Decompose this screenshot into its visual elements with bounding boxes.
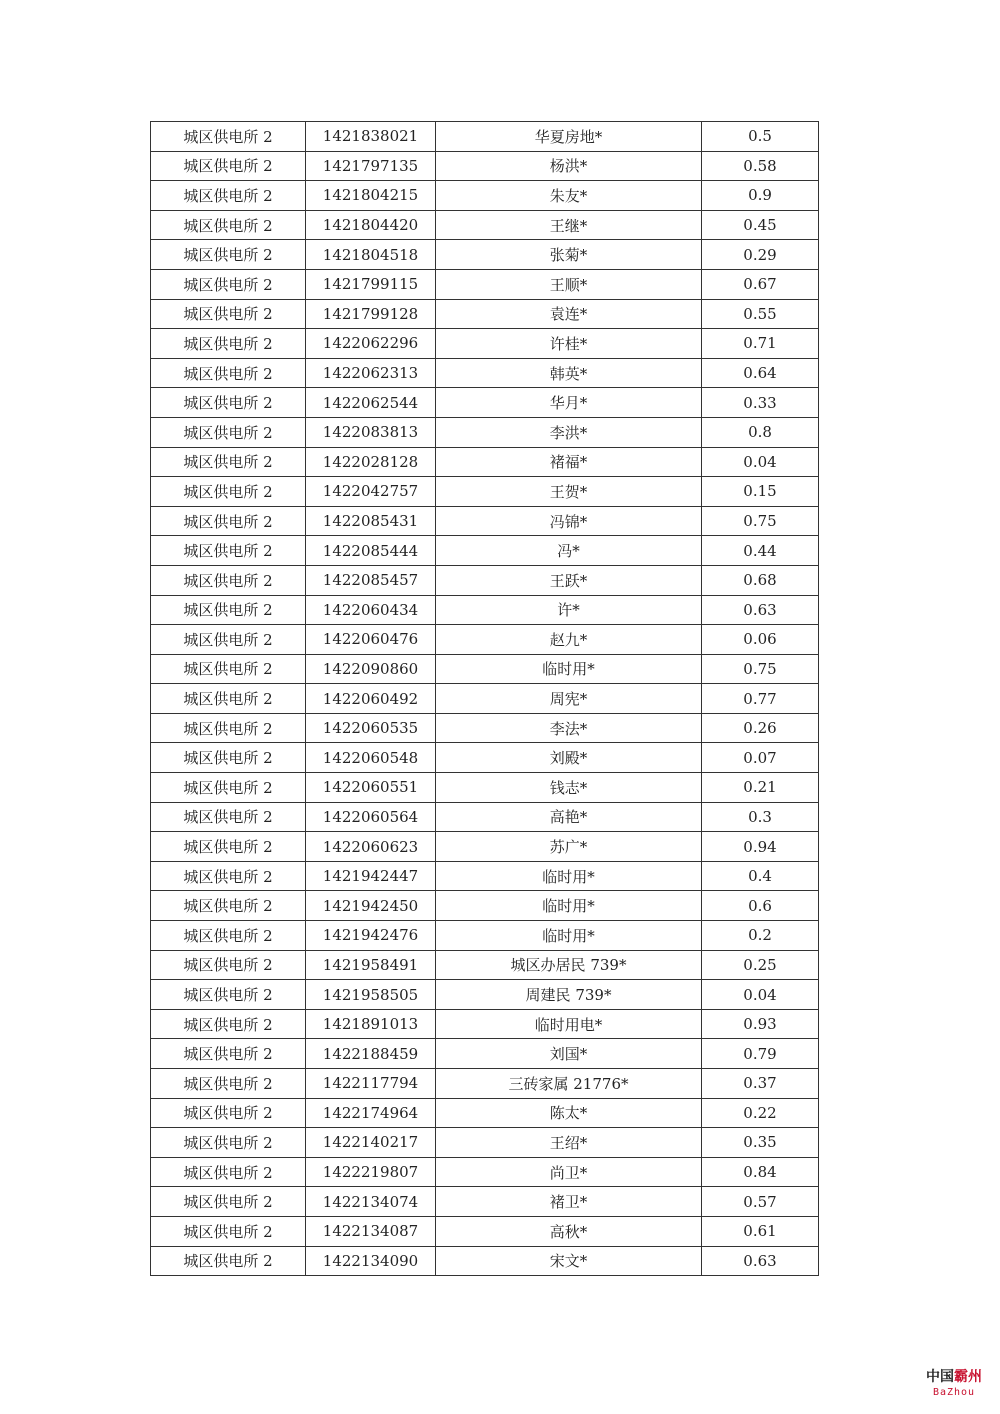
station-cell: 城区供电所 2 [151,832,306,862]
account-number-cell: 1422060623 [306,832,436,862]
table-row [151,1039,819,1069]
table-row [151,447,819,477]
customer-name-cell: 高艳* [436,802,702,832]
account-number-cell: 1422090860 [306,654,436,684]
value-cell: 0.44 [702,536,819,566]
customer-name-cell: 许* [436,595,702,625]
customer-name-cell: 刘国* [436,1039,702,1069]
table-row [151,595,819,625]
customer-name-cell: 褚卫* [436,1187,702,1217]
customer-name-cell: 许桂* [436,329,702,359]
customer-name-cell: 袁连* [436,299,702,329]
table-row [151,565,819,595]
customer-name-cell: 华夏房地* [436,122,702,152]
account-number-cell: 1422062313 [306,358,436,388]
account-number-cell: 1421891013 [306,1009,436,1039]
account-number-cell: 1422062544 [306,388,436,418]
account-number-cell: 1422083813 [306,417,436,447]
value-cell: 0.25 [702,950,819,980]
table-row [151,1009,819,1039]
table-row [151,713,819,743]
customer-name-cell: 刘殿* [436,743,702,773]
station-cell: 城区供电所 2 [151,1128,306,1158]
value-cell: 0.64 [702,358,819,388]
customer-name-cell: 王跃* [436,565,702,595]
account-number-cell: 1421799128 [306,299,436,329]
table-row [151,151,819,181]
customer-name-cell: 冯* [436,536,702,566]
customer-name-cell: 城区办居民 739* [436,950,702,980]
customer-name-cell: 钱志* [436,773,702,803]
logo-text-red: 霸州 [954,1369,982,1385]
table-row [151,477,819,507]
value-cell: 0.84 [702,1157,819,1187]
value-cell: 0.77 [702,684,819,714]
station-cell: 城区供电所 2 [151,269,306,299]
customer-name-cell: 朱友* [436,181,702,211]
station-cell: 城区供电所 2 [151,417,306,447]
value-cell: 0.07 [702,743,819,773]
account-number-cell: 1422134090 [306,1246,436,1276]
account-number-cell: 1422060535 [306,713,436,743]
account-number-cell: 1421942447 [306,861,436,891]
customer-name-cell: 冯锦* [436,506,702,536]
value-cell: 0.58 [702,151,819,181]
table-row [151,891,819,921]
value-cell: 0.55 [702,299,819,329]
customer-name-cell: 张菊* [436,240,702,270]
account-number-cell: 1421942450 [306,891,436,921]
account-number-cell: 1421797135 [306,151,436,181]
account-number-cell: 1422085431 [306,506,436,536]
table-row [151,1216,819,1246]
value-cell: 0.06 [702,625,819,655]
customer-name-cell: 王贺* [436,477,702,507]
account-number-cell: 1422174964 [306,1098,436,1128]
customer-name-cell: 苏广* [436,832,702,862]
value-cell: 0.93 [702,1009,819,1039]
account-number-cell: 1422028128 [306,447,436,477]
account-number-cell: 1422134087 [306,1216,436,1246]
value-cell: 0.9 [702,181,819,211]
station-cell: 城区供电所 2 [151,181,306,211]
table-row [151,210,819,240]
station-cell: 城区供电所 2 [151,388,306,418]
customer-name-cell: 王继* [436,210,702,240]
table-row [151,240,819,270]
account-number-cell: 1422219807 [306,1157,436,1187]
account-number-cell: 1422085444 [306,536,436,566]
customer-name-cell: 临时用* [436,921,702,951]
customer-name-cell: 褚福* [436,447,702,477]
value-cell: 0.33 [702,388,819,418]
account-number-cell: 1422060564 [306,802,436,832]
table-row [151,358,819,388]
table-row [151,1187,819,1217]
value-cell: 0.57 [702,1187,819,1217]
value-cell: 0.2 [702,921,819,951]
account-number-cell: 1421804420 [306,210,436,240]
value-cell: 0.4 [702,861,819,891]
customer-name-cell: 华月* [436,388,702,418]
station-cell: 城区供电所 2 [151,625,306,655]
table-row [151,329,819,359]
value-cell: 0.04 [702,447,819,477]
account-number-cell: 1421958491 [306,950,436,980]
table-row [151,1128,819,1158]
account-number-cell: 1422060548 [306,743,436,773]
station-cell: 城区供电所 2 [151,921,306,951]
account-number-cell: 1422060551 [306,773,436,803]
customer-name-cell: 高秋* [436,1216,702,1246]
value-cell: 0.26 [702,713,819,743]
station-cell: 城区供电所 2 [151,210,306,240]
account-number-cell: 1421838021 [306,122,436,152]
value-cell: 0.6 [702,891,819,921]
station-cell: 城区供电所 2 [151,1098,306,1128]
table-row [151,388,819,418]
account-number-cell: 1422117794 [306,1069,436,1099]
account-number-cell: 1422060434 [306,595,436,625]
value-cell: 0.68 [702,565,819,595]
account-number-cell: 1422042757 [306,477,436,507]
station-cell: 城区供电所 2 [151,1246,306,1276]
customer-name-cell: 临时用电* [436,1009,702,1039]
station-cell: 城区供电所 2 [151,299,306,329]
customer-name-cell: 杨洪* [436,151,702,181]
table-row [151,921,819,951]
table-row [151,417,819,447]
value-cell: 0.63 [702,1246,819,1276]
customer-name-cell: 陈太* [436,1098,702,1128]
value-cell: 0.35 [702,1128,819,1158]
station-cell: 城区供电所 2 [151,122,306,152]
station-cell: 城区供电所 2 [151,654,306,684]
value-cell: 0.22 [702,1098,819,1128]
account-number-cell: 1421799115 [306,269,436,299]
table-row [151,1157,819,1187]
station-cell: 城区供电所 2 [151,802,306,832]
account-number-cell: 1422060492 [306,684,436,714]
station-cell: 城区供电所 2 [151,151,306,181]
customer-name-cell: 李法* [436,713,702,743]
station-cell: 城区供电所 2 [151,477,306,507]
account-number-cell: 1422060476 [306,625,436,655]
value-cell: 0.5 [702,122,819,152]
station-cell: 城区供电所 2 [151,565,306,595]
account-number-cell: 1422140217 [306,1128,436,1158]
account-number-cell: 1422134074 [306,1187,436,1217]
table-row [151,832,819,862]
station-cell: 城区供电所 2 [151,595,306,625]
customer-name-cell: 韩英* [436,358,702,388]
table-row [151,773,819,803]
table-row [151,861,819,891]
table-row [151,743,819,773]
station-cell: 城区供电所 2 [151,1009,306,1039]
table-row [151,1069,819,1099]
value-cell: 0.3 [702,802,819,832]
logo-chinese [922,1366,986,1386]
station-cell: 城区供电所 2 [151,1157,306,1187]
value-cell: 0.37 [702,1069,819,1099]
station-cell: 城区供电所 2 [151,358,306,388]
station-cell: 城区供电所 2 [151,861,306,891]
value-cell: 0.29 [702,240,819,270]
account-number-cell: 1421958505 [306,980,436,1010]
watermark-logo [922,1366,986,1398]
data-table [150,121,819,1276]
table-row [151,980,819,1010]
customer-name-cell: 临时用* [436,861,702,891]
table-body [151,122,819,1276]
station-cell: 城区供电所 2 [151,1039,306,1069]
logo-pinyin: BaZhou [932,1387,976,1398]
table-row [151,684,819,714]
station-cell: 城区供电所 2 [151,447,306,477]
station-cell: 城区供电所 2 [151,506,306,536]
account-number-cell: 1422188459 [306,1039,436,1069]
value-cell: 0.15 [702,477,819,507]
account-number-cell: 1421804518 [306,240,436,270]
table-row [151,654,819,684]
value-cell: 0.67 [702,269,819,299]
station-cell: 城区供电所 2 [151,950,306,980]
table-row [151,269,819,299]
station-cell: 城区供电所 2 [151,536,306,566]
value-cell: 0.04 [702,980,819,1010]
station-cell: 城区供电所 2 [151,1187,306,1217]
station-cell: 城区供电所 2 [151,743,306,773]
value-cell: 0.79 [702,1039,819,1069]
customer-name-cell: 临时用* [436,891,702,921]
table-row [151,1246,819,1276]
station-cell: 城区供电所 2 [151,773,306,803]
table-row [151,950,819,980]
table-row [151,181,819,211]
table-row [151,802,819,832]
station-cell: 城区供电所 2 [151,684,306,714]
account-number-cell: 1421804215 [306,181,436,211]
value-cell: 0.63 [702,595,819,625]
value-cell: 0.94 [702,832,819,862]
value-cell: 0.45 [702,210,819,240]
table-row [151,1098,819,1128]
station-cell: 城区供电所 2 [151,1069,306,1099]
station-cell: 城区供电所 2 [151,240,306,270]
logo-text-black: 中国 [926,1369,954,1385]
table-row [151,536,819,566]
value-cell: 0.8 [702,417,819,447]
station-cell: 城区供电所 2 [151,713,306,743]
customer-name-cell: 王顺* [436,269,702,299]
value-cell: 0.75 [702,506,819,536]
account-number-cell: 1422085457 [306,565,436,595]
customer-name-cell: 周建民 739* [436,980,702,1010]
value-cell: 0.75 [702,654,819,684]
station-cell: 城区供电所 2 [151,329,306,359]
customer-name-cell: 王绍* [436,1128,702,1158]
station-cell: 城区供电所 2 [151,1216,306,1246]
table-row [151,122,819,152]
value-cell: 0.71 [702,329,819,359]
value-cell: 0.61 [702,1216,819,1246]
customer-name-cell: 尚卫* [436,1157,702,1187]
table-row [151,299,819,329]
customer-name-cell: 宋文* [436,1246,702,1276]
customer-name-cell: 李洪* [436,417,702,447]
customer-name-cell: 三砖家属 21776* [436,1069,702,1099]
customer-name-cell: 赵九* [436,625,702,655]
account-number-cell: 1421942476 [306,921,436,951]
customer-name-cell: 临时用* [436,654,702,684]
station-cell: 城区供电所 2 [151,891,306,921]
station-cell: 城区供电所 2 [151,980,306,1010]
customer-name-cell: 周宪* [436,684,702,714]
table-row [151,625,819,655]
account-number-cell: 1422062296 [306,329,436,359]
value-cell: 0.21 [702,773,819,803]
table-row [151,506,819,536]
